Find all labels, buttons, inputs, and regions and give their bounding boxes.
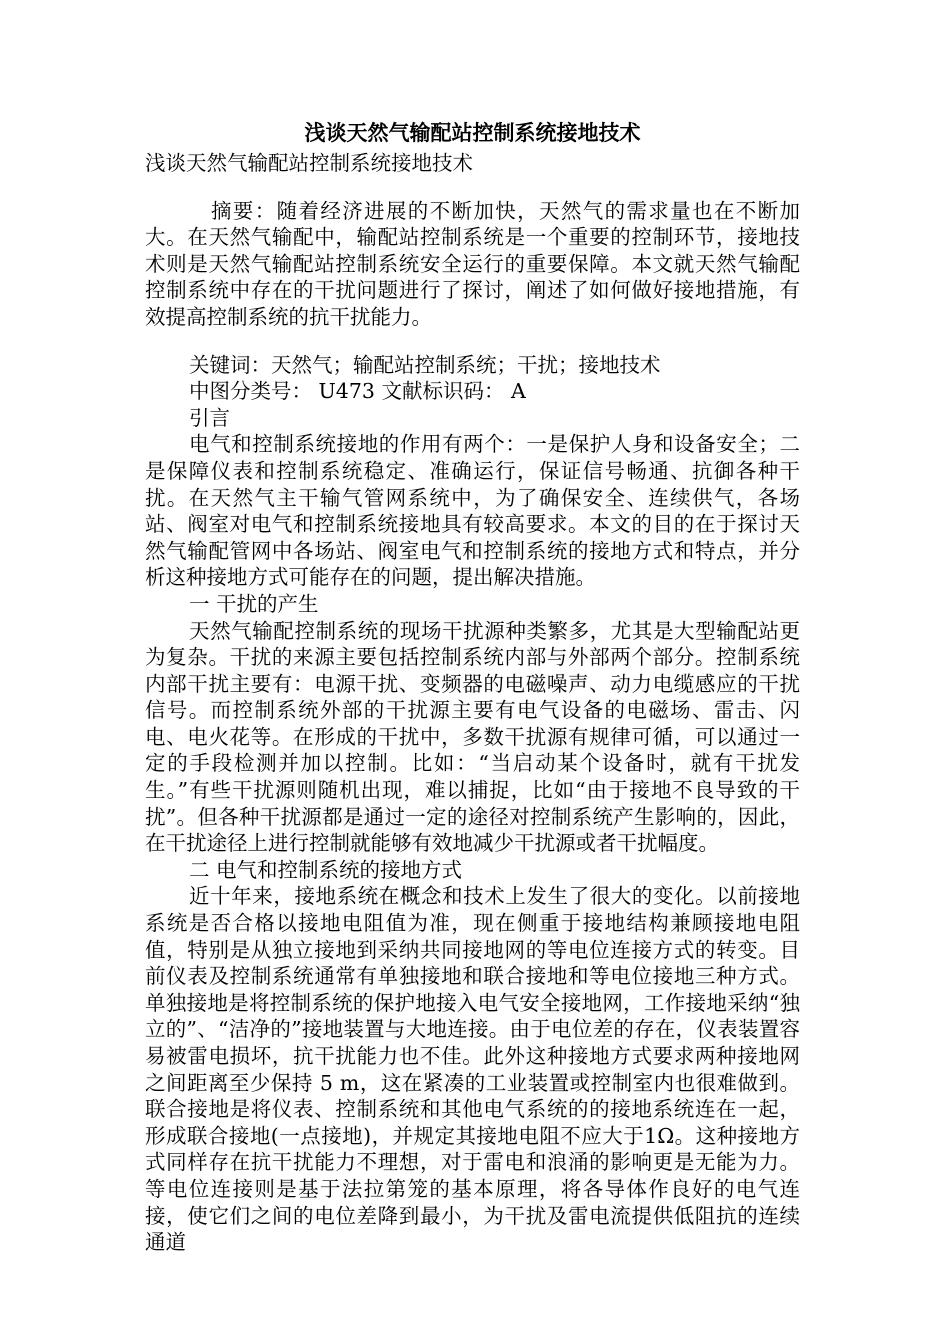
spacer xyxy=(145,331,800,352)
classification-line xyxy=(145,378,800,405)
document-page xyxy=(145,118,800,1256)
classification-value: U473 xyxy=(318,379,375,404)
document-subtitle: 浅谈天然气输配站控制系统接地技术 xyxy=(145,151,473,175)
document-title: 浅谈天然气输配站控制系统接地技术 xyxy=(304,120,641,145)
intro-heading: 引言 xyxy=(189,405,230,430)
classification-label: 中图分类号： xyxy=(189,379,312,404)
section1-heading: 一 干扰的产生 xyxy=(189,591,319,616)
intro-paragraph: 电气和控制系统接地的作用有两个：一是保护人身和设备安全；二是保障仪表和控制系统稳定、准确运行，保证信号畅通、抗御各种干扰。在天然气主干输气管网系统中，为了确保安全、连续供气，各场站、阀室对电气和控制系统接地具有较高要求。本文的目的在于探讨天然气输配管网中各场站、阀室电气和控制系统的接地方式和特点，并分析这种接地方式可能存在的问题，提出解决措施。 xyxy=(145,432,800,590)
doc-code-label: 文献标识码： xyxy=(381,379,505,404)
keywords-line: 关键词：天然气；输配站控制系统；干扰；接地技术 xyxy=(189,352,661,377)
abstract-paragraph: 摘要：随着经济进展的不断加快，天然气的需求量也在不断加大。在天然气输配中，输配站控制系统是一个重要的控制环节，接地技术则是天然气输配站控制系统安全运行的重要保障。本文就天然气输配控制系统中存在的干扰问题进行了探讨，阐述了如何做好接地措施，有效提高控制系统的抗干扰能力。 xyxy=(145,198,800,329)
section2-paragraph: 近十年来，接地系统在概念和技术上发生了很大的变化。以前接地系统是否合格以接地电阻值为准，现在侧重于接地结构兼顾接地电阻值，特别是从独立接地到采纳共同接地网的等电位连接方式的转变。目前仪表及控制系统通常有单独接地和联合接地和等电位接地三种方式。单独接地是将控制系统的保护地接入电气安全接地网，工作接地采纳“独立的”、“洁净的”接地装置与大地连接。由于电位差的存在，仪表装置容易被雷电损坏，抗干扰能力也不佳。此外这种接地方式要求两种接地网之间距离至少保持 5 m，这在紧凑的工业装置或控制室内也很难做到。联合接地是将仪表、控制系统和其他电气系统的的接地系统连在一起，形成联合接地(一点接地)，并规定其接地电阻不应大于1Ω。这种接地方式同样存在抗干扰能力不理想，对于雷电和浪涌的影响更是无能为力。等电位连接则是基于法拉第笼的基本原理，将各导体作良好的电气连接，使它们之间的电位差降到最小，为干扰及雷电流提供低阻抗的连续通道 xyxy=(145,884,800,1255)
doc-code-value: A xyxy=(511,379,526,404)
section2-heading: 二 电气和控制系统的接地方式 xyxy=(189,857,463,882)
section1-paragraph: 天然气输配控制系统的现场干扰源种类繁多，尤其是大型输配站更为复杂。干扰的来源主要包括控制系统内部与外部两个部分。控制系统内部干扰主要有：电源干扰、变频器的电磁噪声、动力电缆感应的干扰信号。而控制系统外部的干扰源主要有电气设备的电磁场、雷击、闪电、电火花等。在形成的干扰中，多数干扰源有规律可循，可以通过一定的手段检测并加以控制。比如：“当启动某个设备时，就有干扰发生。”有些干扰源则随机出现，难以捕捉，比如“由于接地不良导致的干扰”。但各种干扰源都是通过一定的途径对控制系统产生影响的，因此，在干扰途径上进行控制就能够有效地减少干扰源或者干扰幅度。 xyxy=(145,618,800,856)
